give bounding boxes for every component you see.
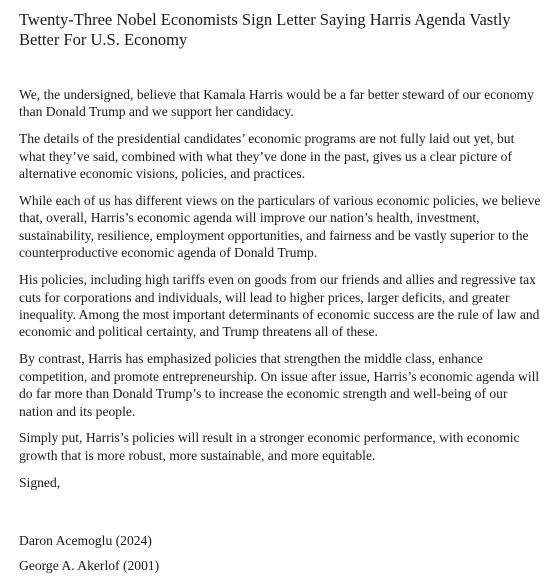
letter-document <box>19 10 541 582</box>
signatory-name: Daron Acemoglu (2024) <box>19 533 152 549</box>
signatory-name: George A. Akerlof (2001) <box>19 558 160 574</box>
paragraph-trump-policies: His policies, including high tariffs even on goods from our friends and allies and regressive tax cuts for corporations and individuals, will lead to higher prices, larger deficits, and greater inequality. Among the most important determinants of economic success are the rule of law and economic and political certainty, and Trump threatens all of these. <box>19 272 540 340</box>
paragraph-views: While each of us has different views on the particulars of various economic policies, we believe that, overall, Harris’s economic agenda will improve our nation’s health, investment, sustainability, resilience, employment opportunities, and fairness and be vastly superior to the counterproductive economic agenda of Donald Trump. <box>19 193 541 261</box>
paragraph-conclusion: Simply put, Harris’s policies will result in a stronger economic performance, with economic growth that is more robust, more sustainable, and more equitable. <box>19 430 520 463</box>
document-title: Twenty-Three Nobel Economists Sign Letter Saying Harris Agenda Vastly Better For U.S. Economy <box>19 10 511 49</box>
paragraph-harris-policies: By contrast, Harris has emphasized policies that strengthen the middle class, enhance competition, and promote entrepreneurship. On issue after issue, Harris’s economic agenda will do far more than Donald Trump’s to increase the economic strength and well-being of our nation and its people. <box>19 351 540 419</box>
signed-label: Signed, <box>19 474 61 490</box>
paragraph-support: We, the undersigned, believe that Kamala Harris would be a far better steward of our economy than Donald Trump and we support her candidacy. <box>19 87 534 120</box>
paragraph-programs: The details of the presidential candidates’ economic programs are not fully laid out yet, but what they’ve said, combined with what they’ve done in the past, gives us a clear picture of alternative economic visions, policies, and practices. <box>19 131 515 182</box>
